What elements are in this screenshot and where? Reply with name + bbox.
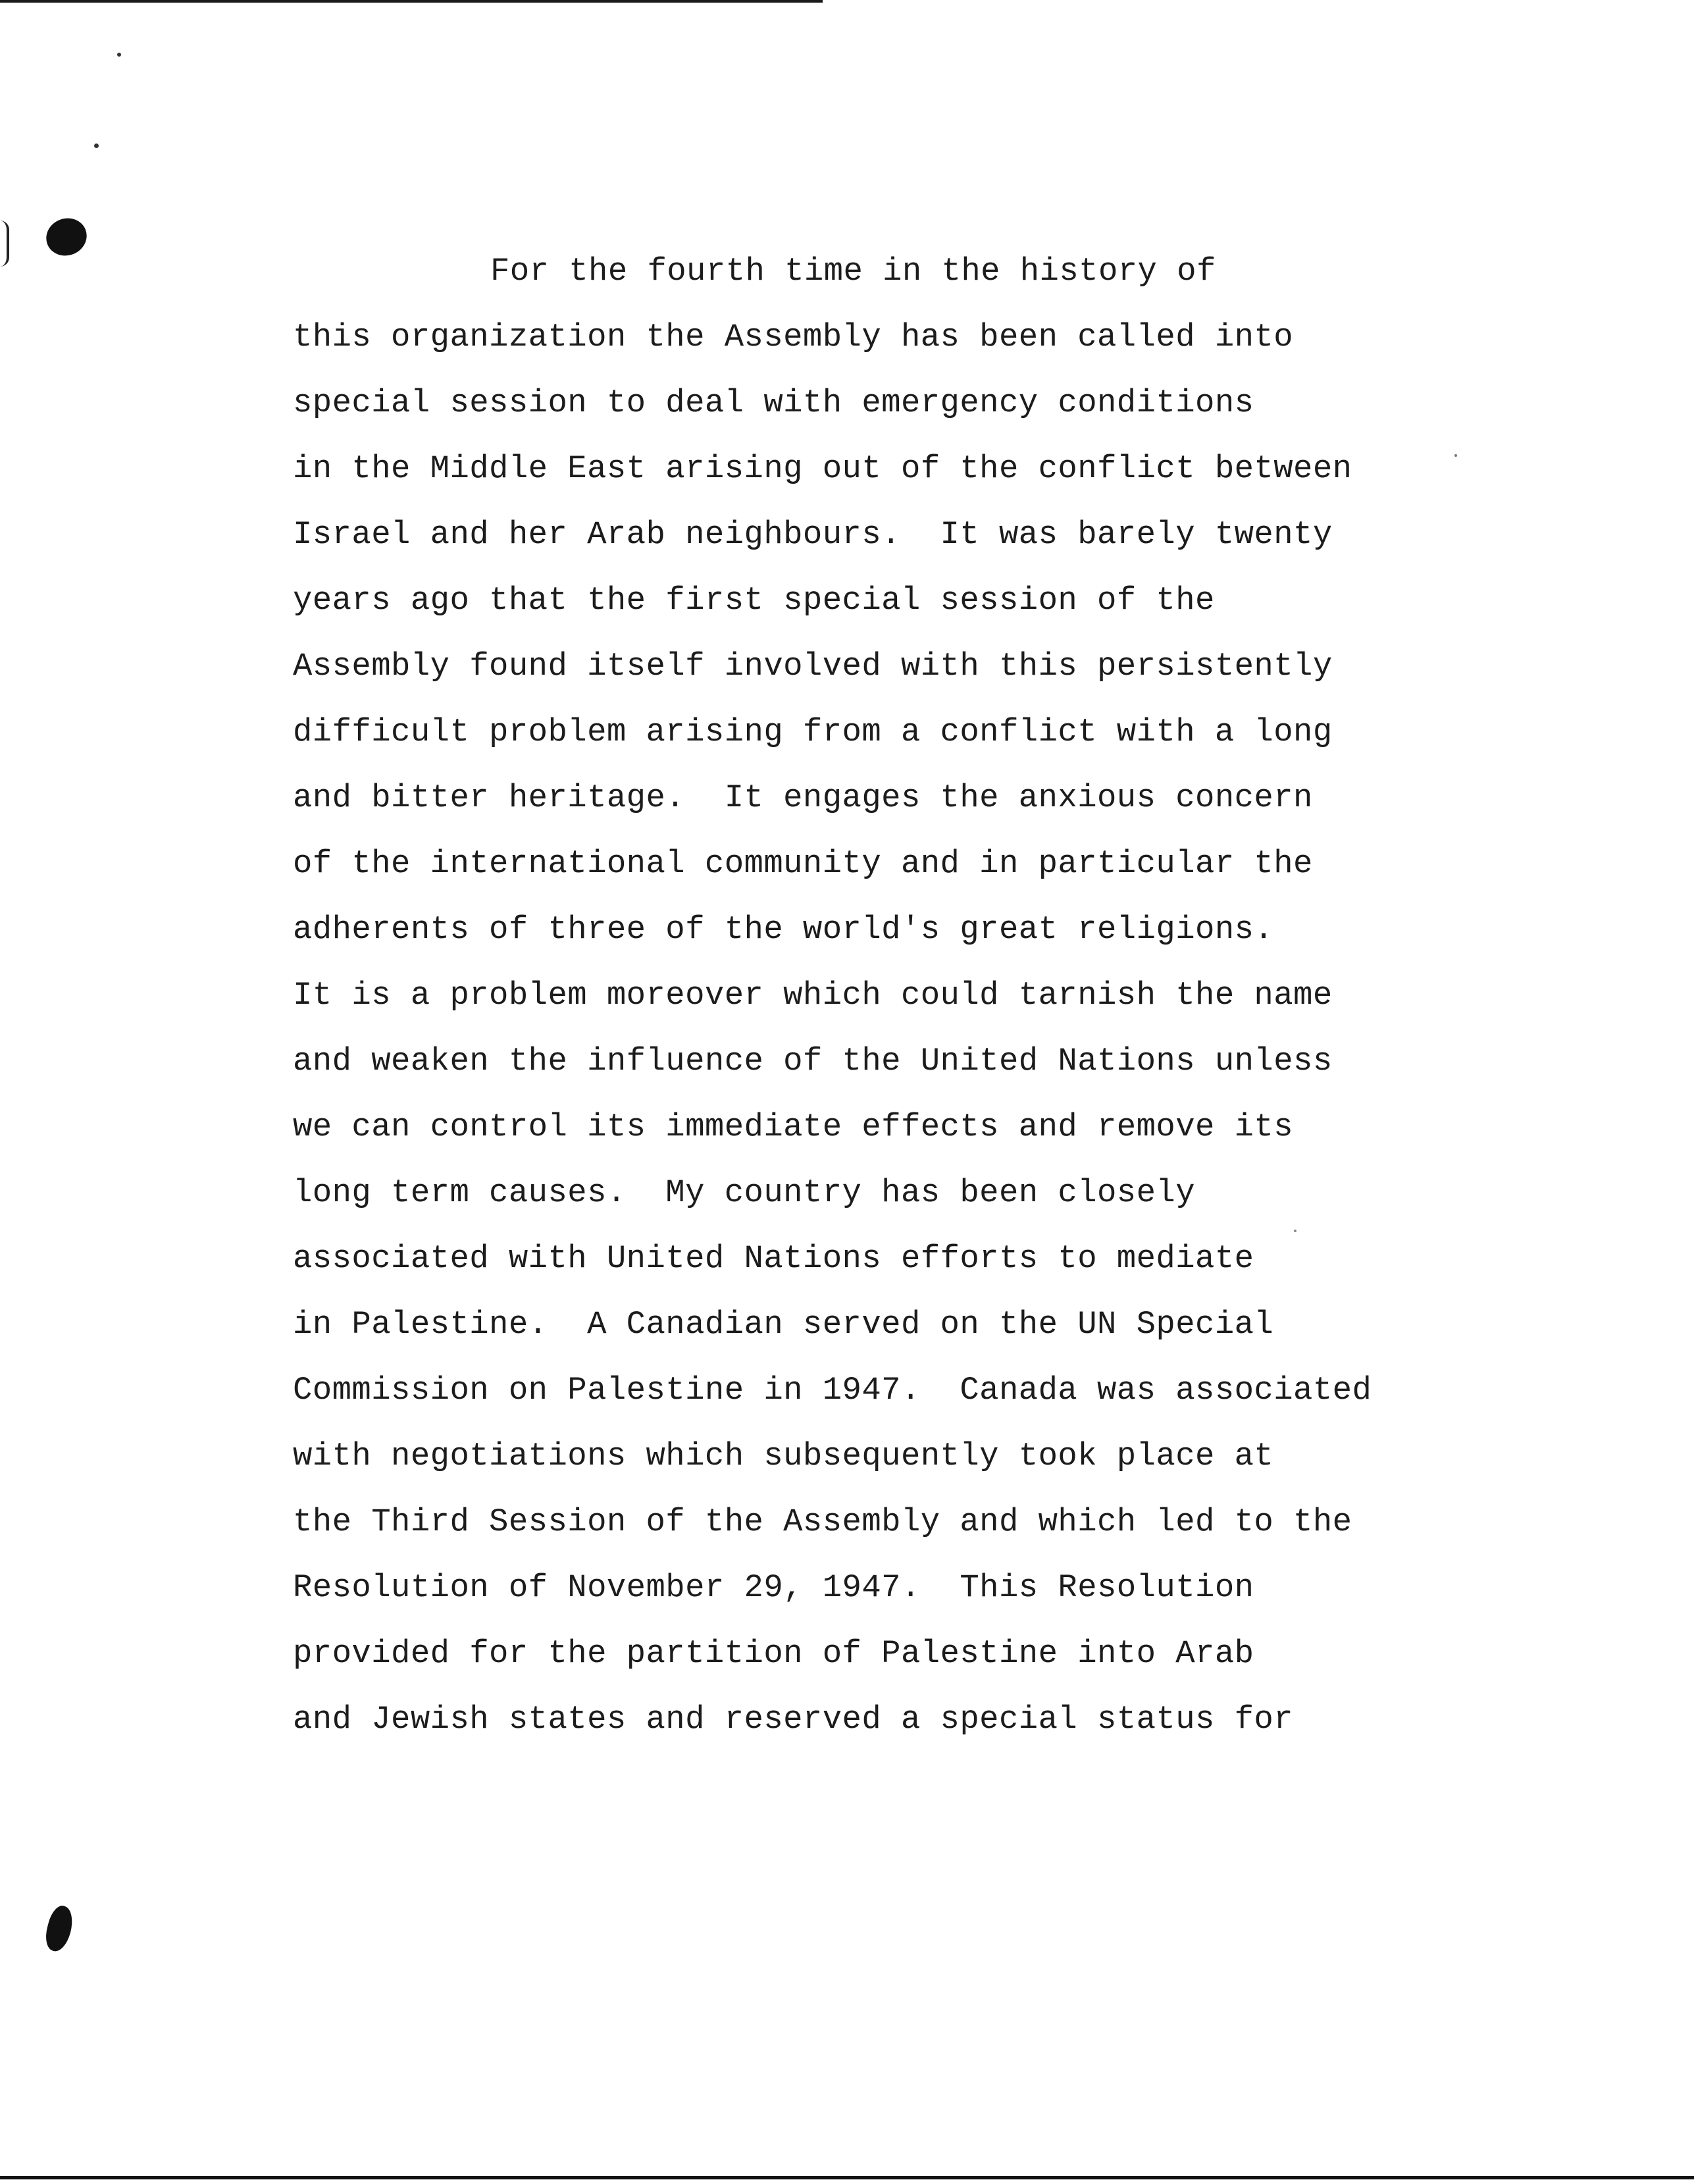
typed-paragraph [293, 238, 1609, 1752]
text-line: Resolution of November 29, 1947. This Resolution [293, 1569, 1254, 1606]
text-line: this organization the Assembly has been called into [293, 319, 1294, 355]
text-line: in the Middle East arising out of the conflict between [293, 450, 1352, 487]
text-line: with negotiations which subsequently took place at [293, 1438, 1274, 1474]
text-line: Israel and her Arab neighbours. It was barely twenty [293, 516, 1333, 553]
scan-border-bottom [0, 2176, 1694, 2179]
text-line: provided for the partition of Palestine into Arab [293, 1635, 1254, 1672]
text-line: Commission on Palestine in 1947. Canada was associated [293, 1372, 1372, 1409]
text-line: associated with United Nations efforts to mediate [293, 1240, 1254, 1277]
text-line: we can control its immediate effects and remove its [293, 1108, 1294, 1145]
text-line: and bitter heritage. It engages the anxious concern [293, 779, 1313, 816]
text-line: Assembly found itself involved with this persistently [293, 648, 1333, 685]
scan-speck [117, 53, 121, 57]
text-line: difficult problem arising from a conflict with a long [293, 714, 1333, 750]
text-line: the Third Session of the Assembly and which led to the [293, 1503, 1352, 1540]
text-line: For the fourth time in the history of [490, 253, 1216, 290]
text-line: adherents of three of the world's great religions. [293, 911, 1274, 948]
scan-speck [94, 143, 99, 148]
text-line: years ago that the first special session of the [293, 582, 1215, 619]
text-line: and weaken the influence of the United Nations unless [293, 1043, 1333, 1079]
punch-hole-top [41, 213, 91, 261]
text-line: special session to deal with emergency conditions [293, 384, 1254, 421]
scan-border-top [0, 0, 823, 3]
text-line: It is a problem moreover which could tarnish the name [293, 977, 1333, 1014]
text-line: of the international community and in particular the [293, 845, 1313, 882]
punch-hole-bottom [42, 1904, 77, 1954]
text-line: and Jewish states and reserved a special status for [293, 1701, 1294, 1738]
text-line: long term causes. My country has been closely [293, 1174, 1196, 1211]
page-edge-mark [0, 221, 9, 267]
text-line: in Palestine. A Canadian served on the UN Special [293, 1306, 1274, 1343]
